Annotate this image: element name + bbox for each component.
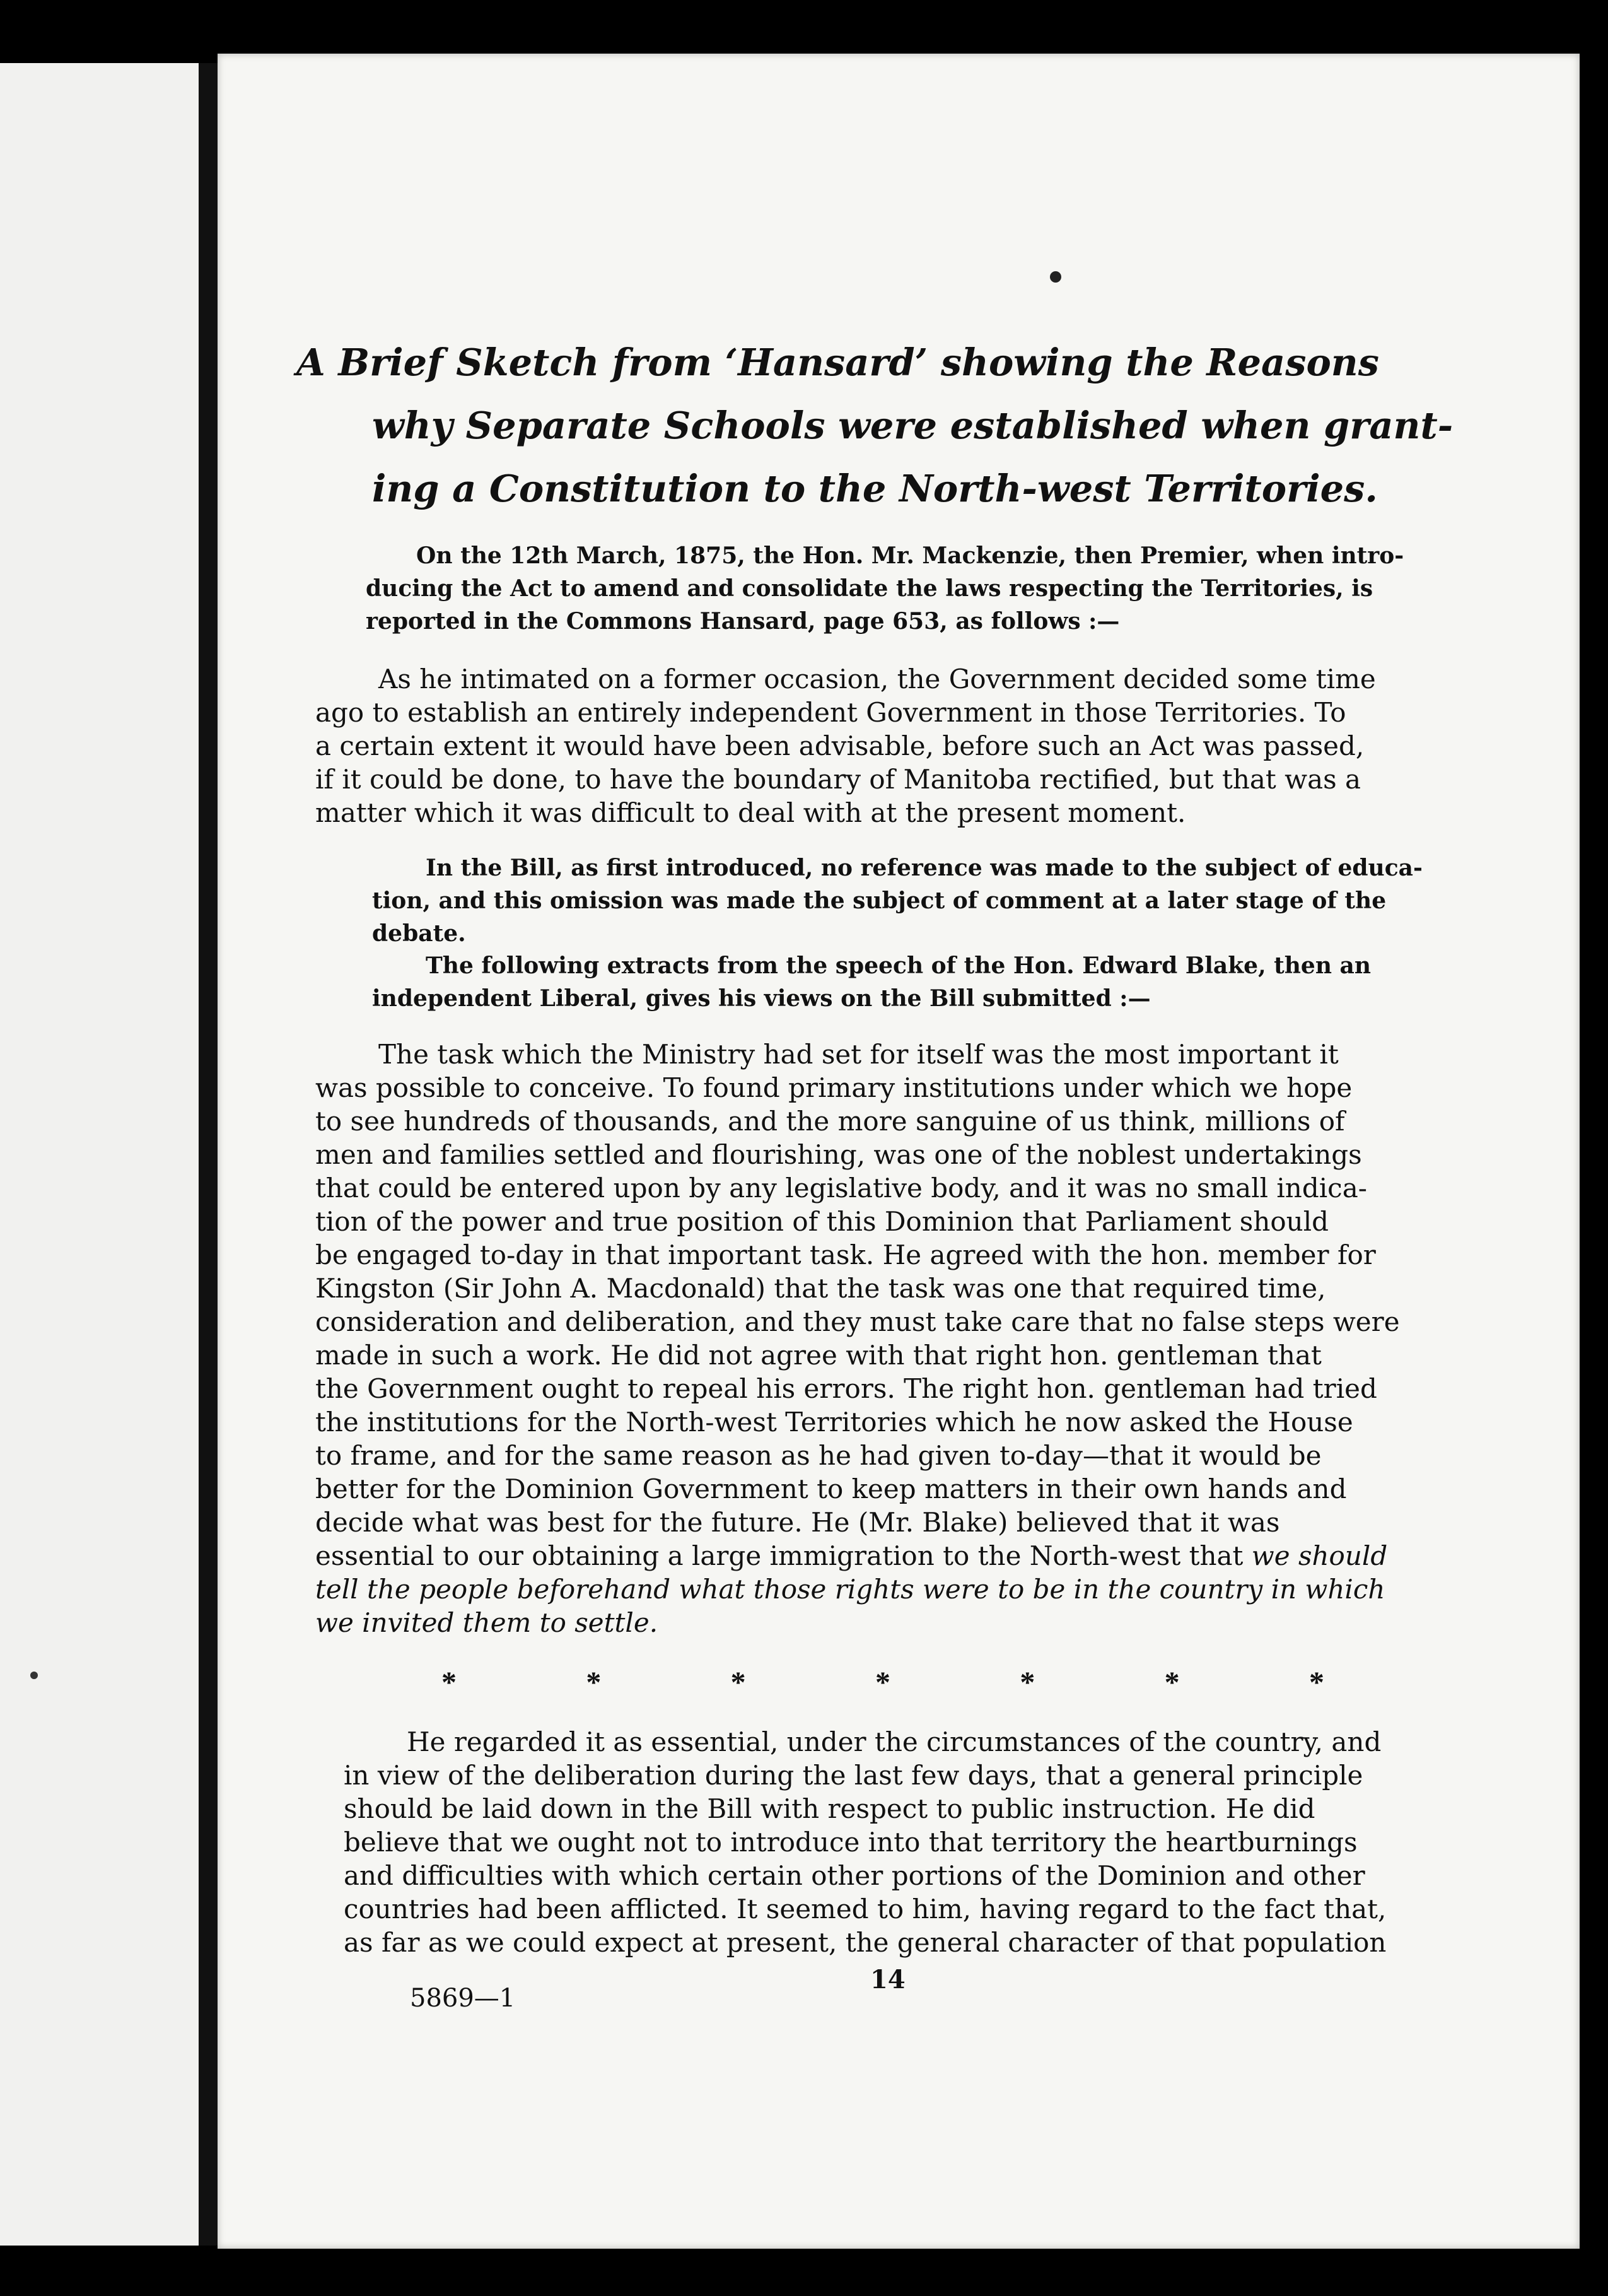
text-line: to see hundreds of thousands, and the more sanguine of us think, millions of xyxy=(315,1106,1345,1137)
book-gutter xyxy=(199,63,218,2246)
text-line: The following extracts from the speech of the Hon. Edward Blake, then an xyxy=(426,952,1372,979)
text-line: tion, and this omission was made the subject of comment at a later stage of the xyxy=(372,887,1387,914)
text-line: Kingston (Sir John A. Macdonald) that the task was one that required time, xyxy=(315,1273,1326,1304)
separator-star: * xyxy=(730,1666,746,1699)
text-line: He regarded it as essential, under the circumstances of the country, and xyxy=(407,1726,1382,1757)
text-line: believe that we ought not to introduce into that territory the heartburnings xyxy=(344,1827,1358,1858)
separator-star: * xyxy=(1308,1666,1324,1699)
print-code: 5869—1 xyxy=(410,1984,516,2013)
section-separator xyxy=(441,1665,1324,1700)
title-line: ing a Constitution to the North-west Territories. xyxy=(372,467,1378,510)
text-line: tion of the power and true position of this Dominion that Parliament should xyxy=(315,1206,1329,1237)
text-line: countries had been afflicted. It seemed to him, having regard to the fact that, xyxy=(344,1894,1387,1924)
text-line: that could be entered upon by any legislative body, and it was no small indica- xyxy=(315,1173,1367,1204)
text-line: On the 12th March, 1875, the Hon. Mr. Mackenzie, then Premier, when intro- xyxy=(416,542,1404,569)
text-line: independent Liberal, gives his views on the Bill submitted :— xyxy=(372,985,1151,1012)
text-line xyxy=(315,1539,1419,1573)
paragraph-mackenzie xyxy=(315,662,1419,829)
text-line: better for the Dominion Government to keep matters in their own hands and xyxy=(315,1473,1347,1504)
text-line: In the Bill, as first introduced, no reference was made to the subject of educa- xyxy=(426,855,1423,881)
title-line: why Separate Schools were established when grant- xyxy=(372,404,1454,447)
italic-text-line: we invited them to settle. xyxy=(315,1607,658,1638)
page-number: 14 xyxy=(870,1965,906,1994)
separator-star: * xyxy=(1020,1666,1035,1699)
document-title xyxy=(296,331,1454,520)
title-line: A Brief Sketch from ‘Hansard’ showing the Reasons xyxy=(296,341,1379,384)
separator-star: * xyxy=(875,1666,890,1699)
separator-star: * xyxy=(1164,1666,1180,1699)
page-mark xyxy=(1050,271,1061,283)
text-line: ago to establish an entirely independent Government in those Territories. To xyxy=(315,697,1346,728)
text-line: the Government ought to repeal his errors. The right hon. gentleman had tried xyxy=(315,1373,1377,1404)
text-line: ducing the Act to amend and consolidate the laws respecting the Territories, is xyxy=(366,575,1373,602)
separator-star: * xyxy=(441,1666,457,1699)
paragraph-blake-speech xyxy=(315,1038,1419,1639)
paragraph-education-note xyxy=(372,852,1476,950)
text-line: to frame, and for the same reason as he had given to-day—that it would be xyxy=(315,1440,1322,1471)
text-line: as far as we could expect at present, the general character of that population xyxy=(344,1927,1387,1958)
text-line: be engaged to-day in that important task. He agreed with the hon. member for xyxy=(315,1239,1376,1270)
italic-text: we should xyxy=(1251,1540,1388,1571)
paragraph-blake-intro xyxy=(372,949,1476,1015)
text-line: decide what was best for the future. He (Mr. Blake) believed that it was xyxy=(315,1507,1280,1538)
text-line: was possible to conceive. To found primary institutions under which we hope xyxy=(315,1072,1353,1103)
text-line: consideration and deliberation, and they must take care that no false steps were xyxy=(315,1306,1400,1337)
text-line: made in such a work. He did not agree with that right hon. gentleman that xyxy=(315,1340,1322,1371)
separator-star: * xyxy=(586,1666,602,1699)
text-line: The task which the Ministry had set for itself was the most important it xyxy=(378,1039,1339,1070)
text-line-part: essential to our obtaining a large immigration to the North-west that xyxy=(315,1540,1244,1571)
italic-text-line: tell the people beforehand what those rights were to be in the country in which xyxy=(315,1574,1385,1605)
text-line: reported in the Commons Hansard, page 653, as follows :— xyxy=(366,608,1120,635)
text-line: in view of the deliberation during the last few days, that a general principle xyxy=(344,1760,1363,1791)
text-line: men and families settled and flourishing, was one of the noblest undertakings xyxy=(315,1139,1362,1170)
text-line: if it could be done, to have the boundary of Manitoba rectified, but that was a xyxy=(315,764,1361,795)
intro-paragraph xyxy=(366,539,1469,638)
paragraph-public-instruction xyxy=(344,1725,1447,1959)
left-page-mark xyxy=(30,1672,38,1679)
text-line: debate. xyxy=(372,920,466,947)
text-line: a certain extent it would have been advisable, before such an Act was passed, xyxy=(315,730,1365,761)
adjacent-page xyxy=(0,63,199,2246)
text-line: matter which it was difficult to deal with at the present moment. xyxy=(315,797,1186,828)
text-line: As he intimated on a former occasion, the Government decided some time xyxy=(378,664,1376,694)
text-line: the institutions for the North-west Territories which he now asked the House xyxy=(315,1407,1353,1438)
text-line: and difficulties with which certain other portions of the Dominion and other xyxy=(344,1860,1365,1891)
text-line: should be laid down in the Bill with respect to public instruction. He did xyxy=(344,1793,1315,1824)
